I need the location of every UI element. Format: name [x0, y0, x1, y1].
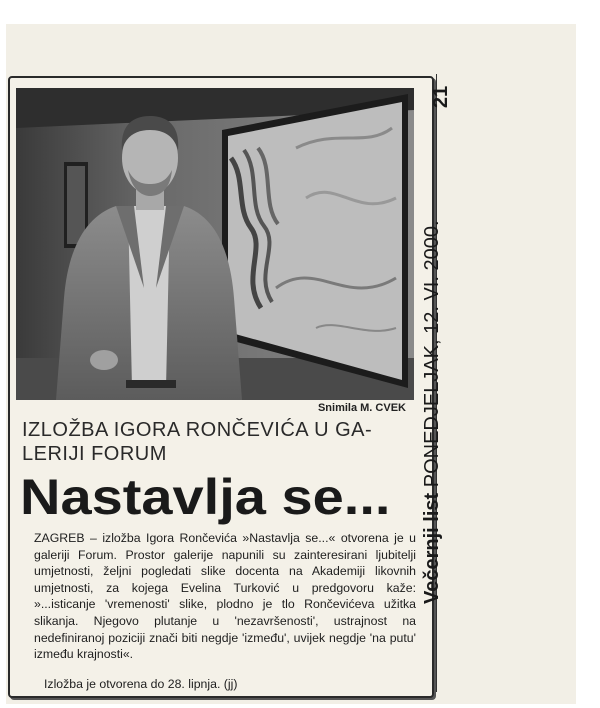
article-closing-line: Izložba je otvorena do 28. lipnja. (jj): [44, 677, 238, 691]
article-photo: [16, 88, 414, 400]
page-number: 21: [430, 85, 452, 109]
article-headline: Nastavlja se...: [20, 469, 391, 525]
kicker-line-2: LERIJI FORUM: [22, 443, 167, 465]
article-body-paragraph: ZAGREB – izložba Igora Rončevića »Nastavlja se...« otvorena je u galeriji Forum. Prostor galerije napunili su zainteresirani ljubitelji umjetnosti, željni pogledati slike docenta na Akademiji likovnih umjetnosti, za kojega Evelina Turković u predgovoru kaže: »...isticanje 'vremenosti' slike, plodno je tlo Rončevićeva užitka slikanja. Njegovo plutanje u 'nezavršenosti', ustrajnost na nedefiniranoj poziciji znači biti negdje 'između', uvijek negdje 'na putu' između krajnosti«.: [34, 531, 416, 662]
photo-credit: Snimila M. CVEK: [317, 402, 406, 414]
kicker-line-1: IZLOŽBA IGORA RONČEVIĆA U GA-: [22, 419, 373, 441]
publication-name: Večernji list: [421, 492, 443, 604]
dateline: PONEDJELJAK, 12. VI. 2000.: [421, 220, 443, 488]
article-body: [34, 530, 416, 663]
article-kicker: [22, 418, 432, 466]
large-painting: [222, 94, 408, 388]
masthead-vertical: [421, 134, 449, 604]
